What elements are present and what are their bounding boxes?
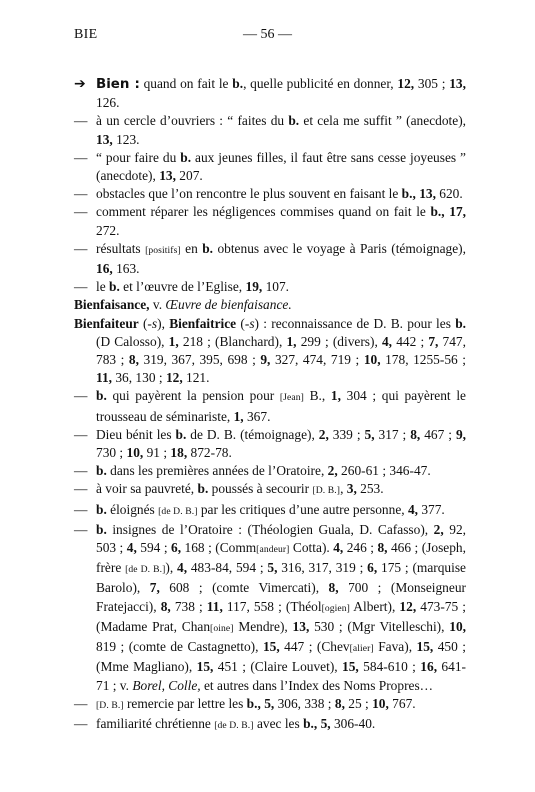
volume-ref: 15,	[262, 639, 280, 655]
subentry	[74, 695, 466, 715]
subentry	[74, 480, 466, 500]
subentry	[74, 112, 466, 148]
dash: —	[74, 501, 88, 517]
entry-text: 299 ; (divers),	[296, 333, 382, 349]
volume-ref: 17,	[449, 204, 466, 220]
dash: —	[74, 149, 88, 165]
entry-text: 92, 503 ;	[96, 521, 466, 556]
entry-text: dans les premières années de l’Oratoire,	[106, 463, 328, 479]
dash: —	[74, 481, 88, 497]
volume-ref: 13,	[449, 76, 466, 91]
entry-text: (-	[138, 315, 152, 331]
volume-ref: 1,	[233, 408, 244, 424]
entry-text: 327, 474, 719 ;	[270, 352, 364, 368]
entry-text: B.,	[303, 388, 331, 404]
entry-text: obstacles que l’on rencontre le plus souvent en faisant le	[96, 186, 402, 202]
entry-text: 620.	[435, 186, 463, 202]
entry-text: et autres dans l’Index des Noms Propres…	[200, 677, 434, 693]
headword: Bienfaiteur	[74, 315, 139, 331]
entry-text: 872-78.	[187, 445, 232, 461]
entry-text: Cotta).	[289, 540, 334, 556]
volume-ref: 6,	[171, 540, 182, 556]
entry-text: 305 ;	[414, 76, 450, 91]
abbrev: b.	[197, 481, 209, 497]
abbrev: b.	[96, 388, 107, 404]
dash: —	[74, 186, 88, 202]
entry-text: 126.	[96, 95, 120, 111]
entry-text: éloignés	[106, 501, 159, 517]
entry-text: de D. B. (témoignage),	[186, 426, 319, 442]
abbrev: b.	[288, 113, 300, 129]
page-number: — 56 —	[243, 27, 292, 42]
abbrev: b.	[96, 521, 107, 537]
volume-ref: 12,	[165, 370, 183, 386]
volume-ref: 16,	[96, 261, 113, 277]
entry-text: Albert),	[349, 598, 400, 614]
entry-text: 107.	[262, 279, 290, 295]
entry-text: ),	[165, 560, 177, 576]
entry-text: à voir sa pauvreté,	[96, 481, 198, 497]
editorial-insert: [alier]	[349, 643, 374, 655]
entry-text: par les critiques d’une autre personne,	[197, 501, 408, 517]
entry-text: 483-84, 594 ;	[187, 560, 268, 576]
dash: —	[74, 113, 88, 129]
abbrev: b.	[232, 76, 244, 91]
entry-text: 730 ;	[96, 445, 127, 461]
abbrev: b.	[109, 279, 120, 295]
volume-ref: 8,	[128, 352, 139, 368]
entry-text: 178, 1255-56 ;	[380, 352, 466, 368]
dash: —	[74, 204, 88, 220]
entry-text: ),	[157, 315, 170, 331]
subentry	[74, 462, 466, 480]
subentry	[74, 715, 466, 735]
volume-ref: 7,	[428, 333, 439, 349]
entry-text: 175 ; (marquise Barolo),	[96, 560, 466, 596]
entry-text: 253.	[356, 481, 384, 497]
volume-ref: 1,	[286, 333, 297, 349]
editorial-insert: [positifs]	[145, 244, 181, 256]
entry-text: 700 ; (Monseigneur Fratejacci),	[96, 580, 466, 614]
volume-ref: 2,	[318, 426, 329, 442]
volume-ref: 10,	[372, 695, 389, 711]
editorial-insert: [de D. B.]	[158, 505, 198, 517]
entry-text: 91 ;	[143, 445, 171, 461]
entry-text: 473-75 ; (Madame Prat, Chan	[96, 598, 466, 634]
volume-ref: 10,	[126, 445, 144, 461]
entry-text: 339 ;	[328, 426, 365, 442]
entry-text: le	[96, 279, 110, 295]
volume-ref: 4,	[126, 540, 137, 556]
subentry	[74, 521, 466, 695]
volume-ref: 8,	[377, 540, 388, 556]
volume-ref: 9,	[455, 426, 466, 442]
entry-text: 584-610 ;	[358, 659, 421, 675]
entry-text: 819 ; (comte de Castagnetto),	[96, 639, 263, 655]
entry-text: 168 ; (Comm	[181, 540, 257, 556]
editorial-insert: [oine]	[210, 622, 234, 634]
entry-text: 738 ;	[170, 598, 207, 614]
entry-text: 467 ;	[420, 426, 456, 442]
abbrev: b.,	[303, 715, 318, 731]
entry-text: 246 ;	[343, 540, 378, 556]
entry-text: 117, 558 ; (Théol	[222, 598, 322, 614]
plural-suffix: s	[249, 315, 255, 331]
editorial-insert: [D. B.]	[312, 485, 341, 497]
plural-suffix: s	[151, 315, 158, 331]
entry-text: , quelle publicité en donner,	[243, 76, 398, 91]
entry-text: familiarité chrétienne	[96, 715, 215, 731]
arrow-right-icon: ➔	[74, 76, 86, 92]
headword: Bien :	[96, 77, 140, 92]
volume-ref: 9,	[260, 352, 271, 368]
editorial-insert: [andeur]	[256, 544, 290, 556]
editorial-insert: [ogien]	[321, 602, 350, 614]
entry-text: 316, 317, 319 ;	[277, 560, 368, 576]
volume-ref: 10,	[449, 618, 466, 634]
running-head: BIE	[74, 27, 98, 42]
volume-ref: 8,	[328, 580, 339, 596]
subentry	[74, 278, 466, 296]
entry-text: et cela me suffit ” (anecdote),	[299, 113, 466, 129]
volume-ref: 4,	[407, 501, 418, 517]
entry-text: comment réparer les négligences commises quand on fait le	[96, 204, 431, 220]
entry-text: Dieu bénit les	[96, 426, 176, 442]
entry-text: 319, 367, 395, 698 ;	[138, 352, 261, 368]
entry-text: 767.	[388, 695, 416, 711]
volume-ref: 15,	[416, 639, 434, 655]
subentry	[74, 501, 466, 521]
volume-ref: 1,	[330, 388, 341, 404]
volume-ref: 13,	[419, 186, 436, 202]
entry-text: “ pour faire du	[96, 149, 181, 165]
entry-text: 442 ;	[392, 333, 429, 349]
abbrev: b.,	[246, 695, 261, 711]
entry-text: 304 ; qui payèrent le trousseau de séminariste,	[96, 388, 466, 424]
volume-ref: 5,	[364, 426, 375, 442]
entry-text: 466 ; (Joseph, frère	[96, 540, 466, 576]
entry-text: 447 ; (Chev	[279, 639, 350, 655]
entry-text: 367.	[243, 408, 271, 424]
entry-text: 272.	[96, 222, 120, 238]
abbrev: b.	[175, 426, 187, 442]
volume-ref: 2,	[433, 521, 444, 537]
volume-ref: 8,	[160, 598, 171, 614]
entry-text: 377.	[418, 501, 445, 517]
abbrev: b.	[180, 149, 192, 165]
entry-text: et l’œuvre de l’Eglise,	[119, 279, 246, 295]
volume-ref: 5,	[264, 695, 275, 711]
entry-bienfaisance	[74, 296, 466, 314]
dash: —	[74, 388, 88, 404]
entry-text: 641-71 ; v.	[96, 659, 466, 693]
volume-ref: 2,	[327, 463, 338, 479]
entry-text: (-	[236, 315, 250, 331]
entry-text: Fava),	[373, 639, 417, 655]
entry-text: obtenus avec le voyage à Paris (témoignage),	[213, 240, 466, 256]
cross-reference: Borel, Colle,	[132, 677, 201, 693]
entry-text: 530 ; (Mgr Vitelleschi),	[309, 618, 450, 634]
entry-text: en	[180, 240, 203, 256]
abbrev: b.	[96, 501, 107, 517]
volume-ref: 8,	[410, 426, 421, 442]
entry-text: 594 ;	[136, 540, 171, 556]
volume-ref: 13,	[159, 168, 176, 184]
entry-text: poussés à secourir	[208, 481, 313, 497]
cross-reference: Œuvre de bienfaisance.	[165, 297, 292, 313]
volume-ref: 1,	[168, 333, 179, 349]
entry-text: 218 ; (Blanchard),	[178, 333, 287, 349]
volume-ref: 13,	[292, 618, 310, 634]
volume-ref: 10,	[363, 352, 381, 368]
volume-ref: 12,	[399, 598, 417, 614]
subentry	[74, 203, 466, 239]
entry-bienfaiteur	[74, 315, 466, 388]
entry-text: ) : reconnaissance de D. B. pour les	[254, 315, 456, 331]
entry-text: 260-61 ; 346-47.	[337, 463, 431, 479]
entry-text: 747, 783 ;	[96, 333, 466, 368]
dash: —	[74, 695, 88, 711]
entry-text: 450 ; (Mme Magliano),	[96, 639, 466, 675]
entry-text: résultats	[96, 240, 146, 256]
volume-ref: 11,	[96, 370, 112, 386]
dash: —	[74, 715, 88, 731]
subentry	[74, 426, 466, 462]
volume-ref: 18,	[170, 445, 188, 461]
dash: —	[74, 240, 88, 256]
entry-text: 25 ;	[344, 695, 373, 711]
entry-text: v.	[149, 297, 166, 313]
entry-text: avec les	[253, 715, 304, 731]
volume-ref: 7,	[149, 580, 160, 596]
volume-ref: 15,	[342, 659, 359, 675]
subentry	[74, 387, 466, 425]
volume-ref: 19,	[245, 279, 263, 295]
volume-ref: 11,	[206, 598, 223, 614]
entry-text: 608 ; (comte Vimercati),	[159, 580, 329, 596]
volume-ref: 13,	[96, 131, 113, 147]
volume-ref: 6,	[367, 560, 378, 576]
subentry	[74, 240, 466, 278]
entry-text: 317 ;	[374, 426, 411, 442]
entry-text: 121.	[182, 370, 210, 386]
entry-text: 306-40.	[330, 715, 376, 731]
abbrev: b.	[202, 240, 214, 256]
headword: Bienfaisance,	[74, 297, 150, 313]
abbrev: b.,	[430, 204, 445, 220]
editorial-insert: [de D. B.]	[125, 564, 166, 576]
dash: —	[74, 279, 88, 295]
entry-text: à un cercle d’ouvriers : “ faites du	[96, 113, 289, 129]
dash: —	[74, 426, 88, 442]
entry-text: 123.	[112, 131, 140, 147]
entry-text: (D Calosso),	[96, 333, 169, 349]
volume-ref: 4,	[177, 560, 188, 576]
volume-ref: 12,	[397, 76, 415, 91]
volume-ref: 4,	[381, 333, 393, 349]
volume-ref: 15,	[196, 659, 214, 675]
entry-text: aux jeunes filles, il faut être sans cesse joyeuses ” (anecdote),	[96, 149, 467, 184]
volume-ref: 16,	[420, 659, 438, 675]
dash: —	[74, 521, 88, 537]
entry-text: 306, 338 ;	[274, 695, 335, 711]
abbrev: b.,	[401, 186, 416, 202]
abbrev: b.	[455, 315, 466, 331]
entry-text: insignes de l’Oratoire : (Théologien Guala, D. Cafasso),	[106, 521, 434, 537]
entry-text: 207.	[175, 168, 203, 184]
entry-text: ,	[340, 481, 347, 497]
entry-bien	[74, 75, 466, 112]
dash: —	[74, 463, 88, 479]
entry-text: Mendre),	[233, 618, 293, 634]
volume-ref: 3,	[346, 481, 357, 497]
subentry	[74, 185, 466, 203]
entry-list	[74, 75, 466, 735]
editorial-insert: [de D. B.]	[214, 719, 254, 731]
entry-text: remercie par lettre les	[123, 695, 247, 711]
headword: Bienfaitrice	[169, 315, 237, 331]
volume-ref: 5,	[267, 560, 278, 576]
volume-ref: 8,	[334, 695, 345, 711]
entry-text: 163.	[112, 261, 140, 277]
editorial-insert: [Jean]	[279, 392, 304, 404]
volume-ref: 4,	[333, 540, 344, 556]
editorial-insert: [D. B.]	[96, 699, 124, 711]
abbrev: b.	[96, 463, 107, 479]
volume-ref: 5,	[320, 715, 331, 731]
entry-text: qui payèrent la pension pour	[106, 388, 280, 404]
entry-text: 451 ; (Claire Louvet),	[213, 659, 343, 675]
entry-text: quand on fait le	[139, 76, 233, 91]
subentry	[74, 149, 466, 185]
entry-text: 36, 130 ;	[112, 370, 166, 386]
